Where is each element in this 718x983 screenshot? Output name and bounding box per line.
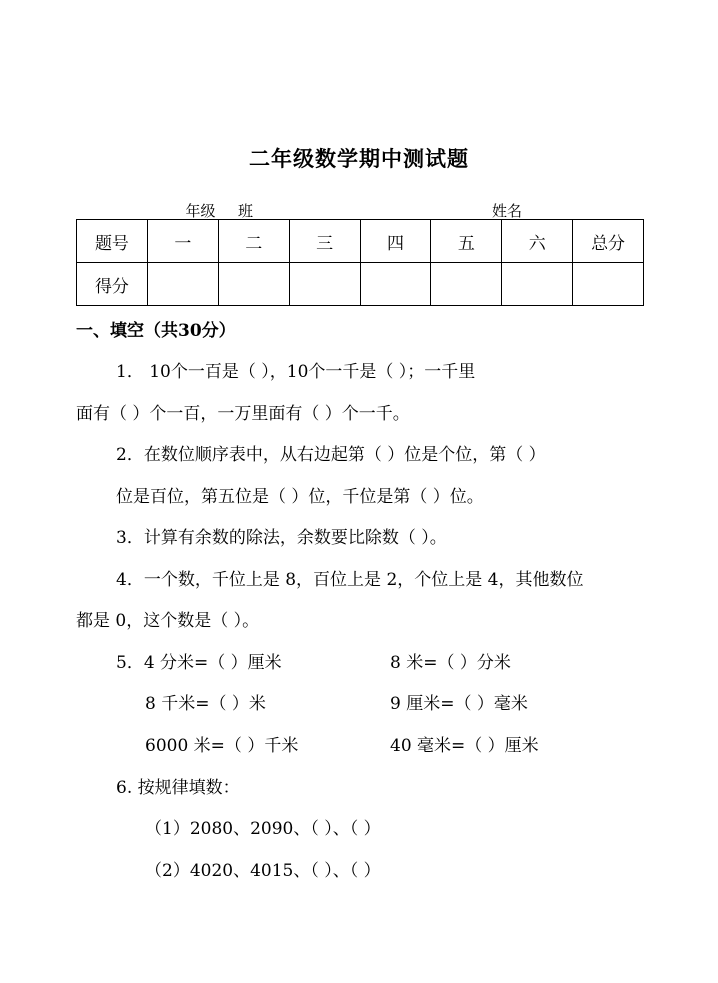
score-row-label: 得分 [77,263,148,306]
question-3: 3．计算有余数的除法，余数要比除数（ ）。 [116,528,447,548]
question-6-part-2: （2）4020、4015、（ ）、（ ） [145,861,381,881]
question-4-line-2: 都是 0，这个数是（ ）。 [76,611,260,631]
header-cell: 总分 [573,220,644,263]
score-cell [147,263,218,306]
question-5-item-3: 8 千米=（ ）米 [145,694,266,714]
section-heading: 一、填空（共30分） [76,321,236,341]
question-5-item-4: 9 厘米=（ ）毫米 [390,694,528,714]
score-cell [360,263,431,306]
score-cell [573,263,644,306]
header-cell: 五 [431,220,502,263]
name-info: 姓名__________ [492,202,598,220]
score-cell [502,263,573,306]
header-cell: 三 [289,220,360,263]
score-table [76,219,644,306]
header-cell: 二 [218,220,289,263]
header-cell: 六 [502,220,573,263]
question-5-item-2: 8 米=（ ）分米 [390,653,511,673]
question-6: 6. 按规律填数： [116,778,240,798]
score-row [77,263,644,306]
score-cell [218,263,289,306]
table-header-row [77,220,644,263]
question-4-line-1: 4．一个数，千位上是 8，百位上是 2，个位上是 4，其他数位 [116,570,584,590]
question-5-item-1: 5．4 分米=（ ）厘米 [116,653,282,673]
header-cell: 四 [360,220,431,263]
question-2-line-1: 2．在数位顺序表中，从右边起第（ ）位是个位，第（ ） [116,445,546,465]
question-5-item-5: 6000 米=（ ）千米 [145,736,299,756]
question-5-item-6: 40 毫米=（ ）厘米 [390,736,539,756]
class-info: ___年级___班 [163,202,254,220]
question-1-line-2: 面有（ ）个一百，一万里面有（ ）个一千。 [76,404,410,424]
question-2-line-2: 位是百位，第五位是（ ）位，千位是第（ ）位。 [116,487,484,507]
score-cell [289,263,360,306]
header-cell: 题号 [77,220,148,263]
page-title: 二年级数学期中测试题 [249,146,469,171]
score-cell [431,263,502,306]
question-6-part-1: （1）2080、2090、（ ）、（ ） [145,819,381,839]
question-1-line-1: 1． 10个一百是（ ），10个一千是（ ）；一千里 [116,362,476,382]
header-cell: 一 [147,220,218,263]
